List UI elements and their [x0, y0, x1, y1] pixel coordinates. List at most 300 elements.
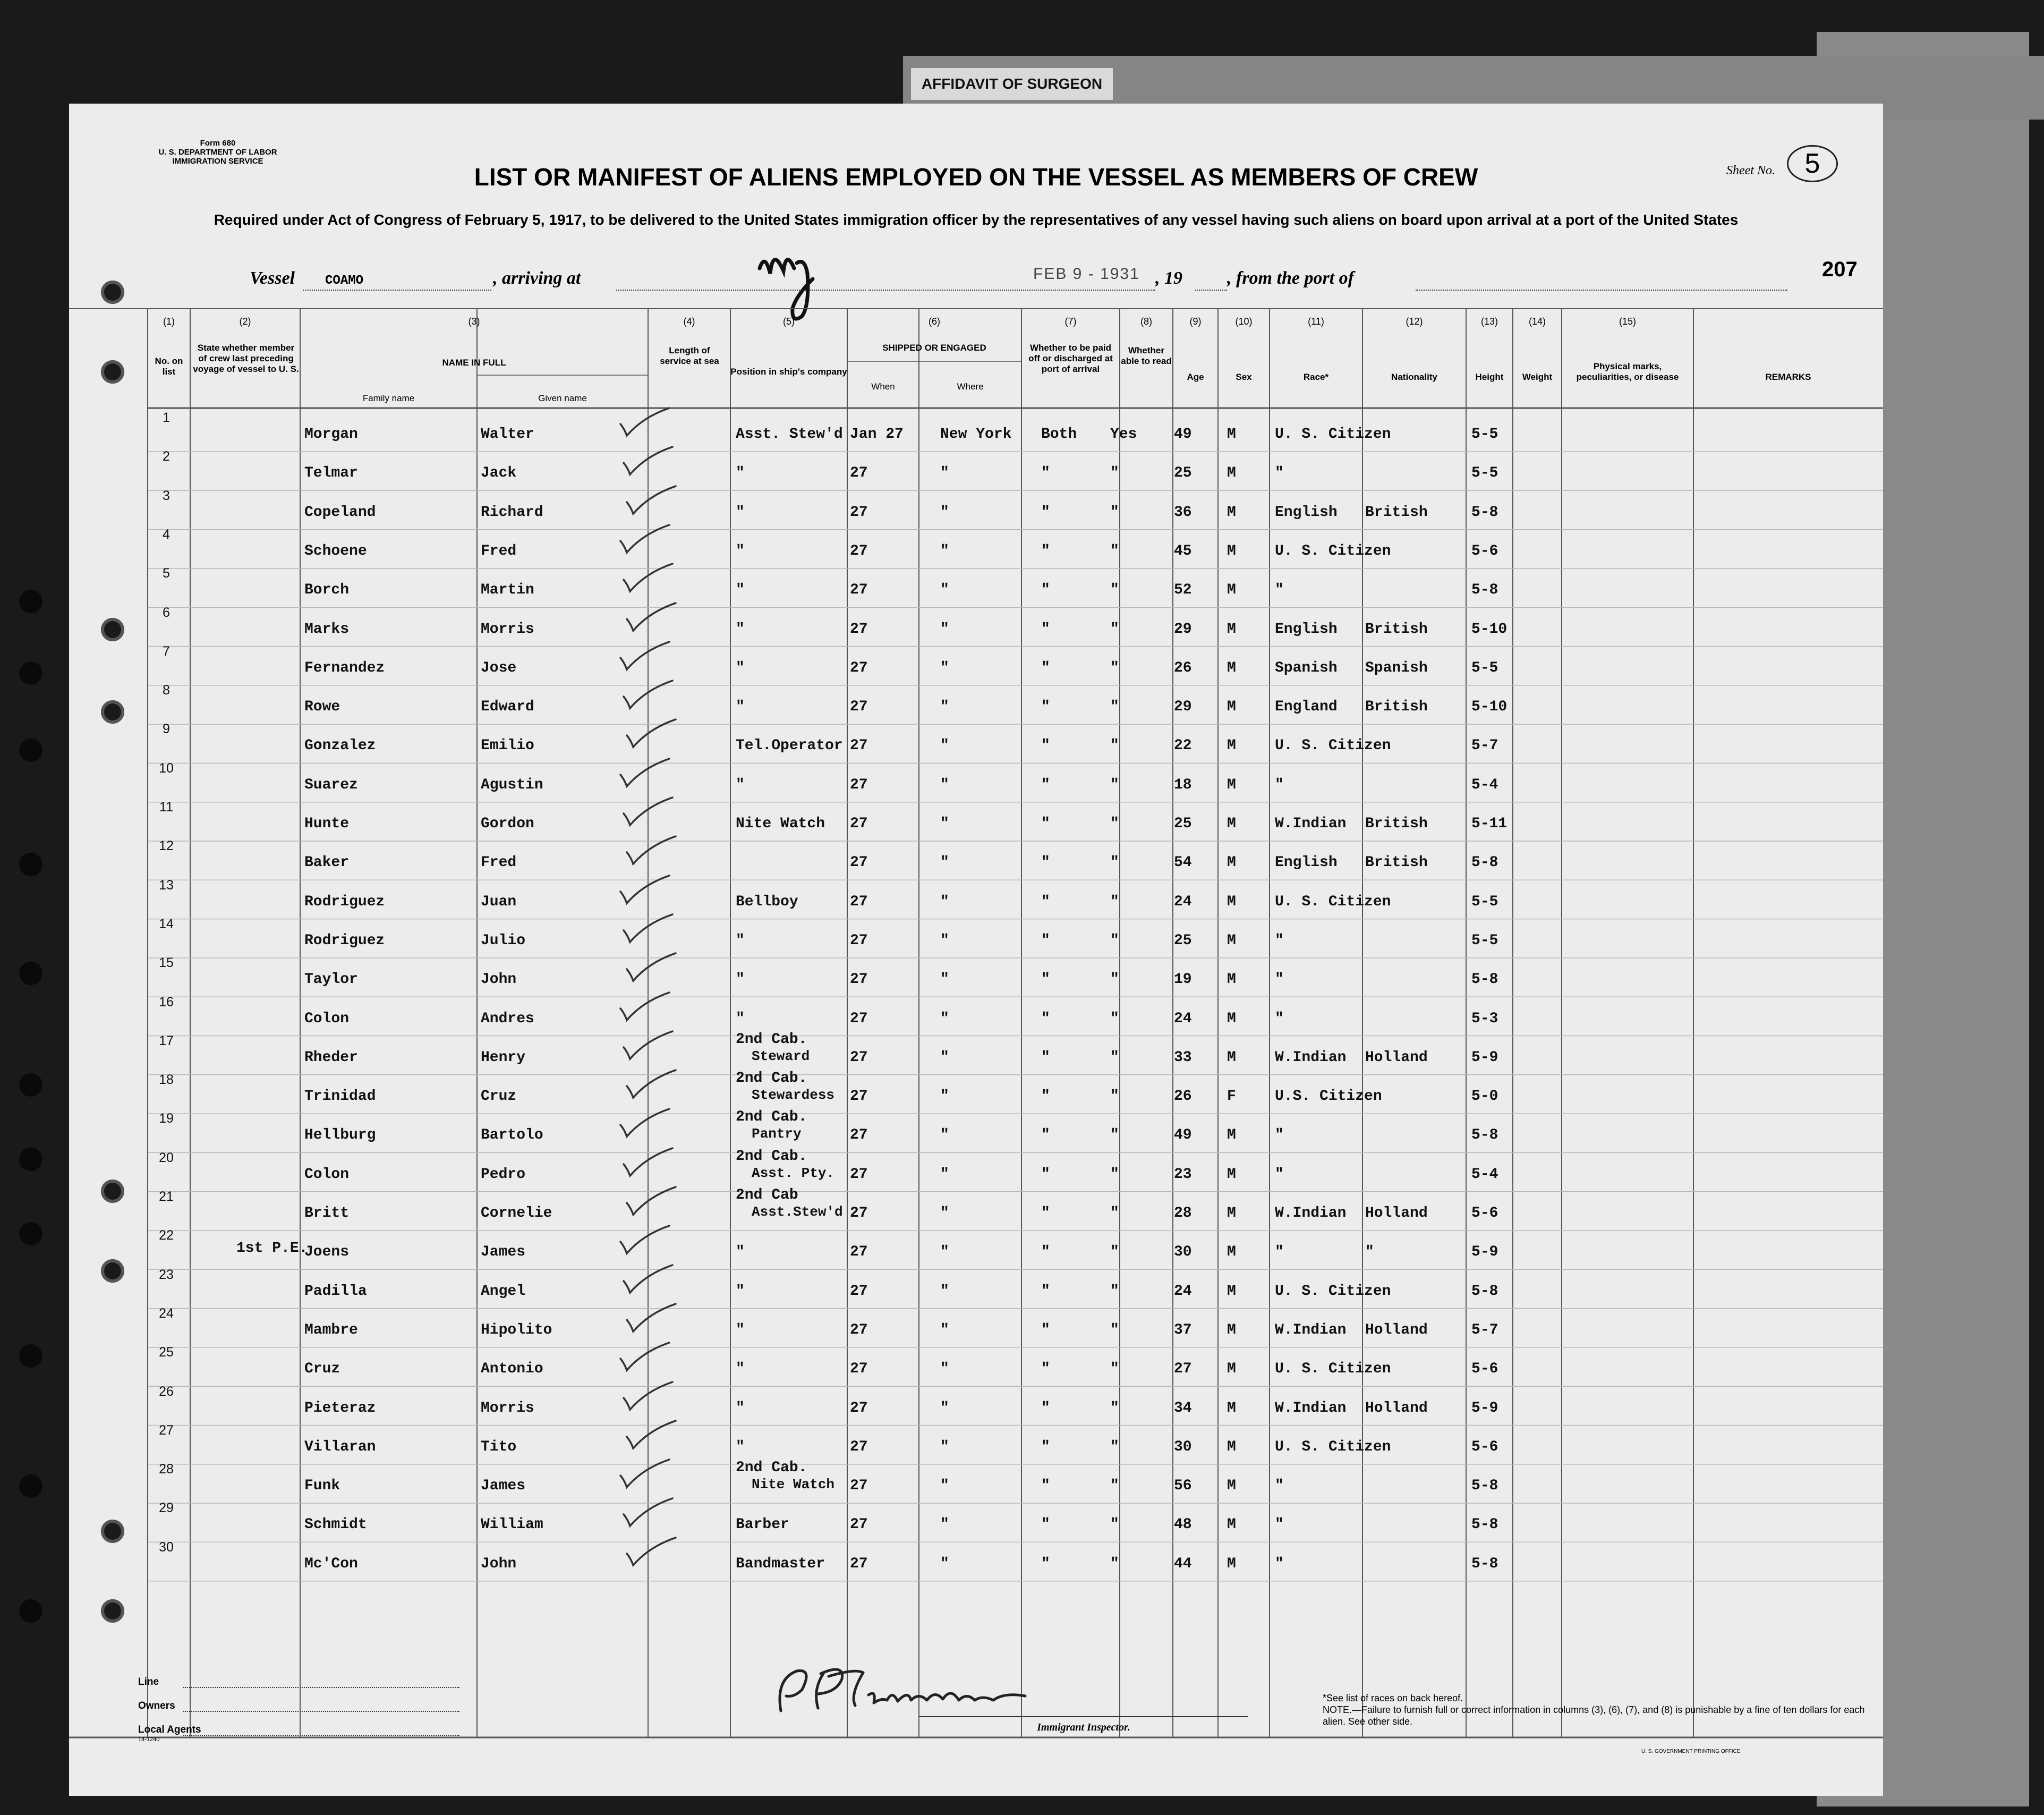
shipped-when-cell: 27: [850, 1088, 868, 1105]
footnote-races: *See list of races on back hereof.: [1323, 1693, 1463, 1703]
sex-cell: M: [1227, 893, 1236, 910]
family-name-cell: Taylor: [304, 971, 358, 988]
race-cell: W.Indian: [1275, 1205, 1347, 1222]
race-cell: U. S. Citizen: [1275, 893, 1391, 910]
shipped-where-cell: ": [940, 854, 949, 871]
shipped-where-cell: ": [940, 1283, 949, 1300]
crew-row: [69, 1148, 1716, 1199]
shipped-when-cell: 27: [850, 699, 868, 716]
sex-cell: M: [1227, 542, 1236, 559]
row-number: 3: [163, 488, 170, 503]
position-cell: ": [736, 1400, 745, 1417]
shipped-where-cell: ": [940, 1361, 949, 1378]
race-cell: ": [1275, 776, 1284, 793]
department: U. S. DEPARTMENT OF LABOR: [158, 148, 277, 157]
vessel-dots: [303, 290, 491, 291]
paid-off-cell: ": [1041, 621, 1050, 638]
position-cell: Nite Watch: [736, 816, 825, 832]
col-sex-num: (10): [1235, 316, 1253, 327]
position-cell: ": [736, 776, 745, 793]
height-cell: 5-6: [1471, 1205, 1498, 1222]
family-name-cell: Marks: [304, 621, 350, 638]
age-cell: 23: [1174, 1166, 1192, 1183]
binder-hole: [19, 739, 42, 762]
shipped-where-cell: ": [940, 816, 949, 832]
race-cell: W.Indian: [1275, 1321, 1347, 1338]
able-to-read-cell: ": [1110, 932, 1119, 949]
vessel-line: [250, 265, 1790, 295]
service-check-mark: [623, 1066, 681, 1103]
col-when-label: When: [871, 381, 895, 392]
age-cell: 37: [1174, 1321, 1192, 1338]
family-name-cell: Schmidt: [304, 1516, 367, 1533]
col-prev-num: (2): [239, 316, 251, 327]
family-name-cell: Pieteraz: [304, 1400, 376, 1417]
prev-voyage-cell: 1st P.E.: [236, 1240, 308, 1257]
col-age-label: Age: [1187, 372, 1204, 382]
able-to-read-cell: ": [1110, 854, 1119, 871]
row-number: 9: [163, 722, 170, 737]
service-check-mark: [623, 1183, 681, 1220]
able-to-read-cell: ": [1110, 1244, 1119, 1261]
given-name-cell: Julio: [481, 932, 526, 949]
able-to-read-cell: ": [1110, 1010, 1119, 1027]
able-to-read-cell: ": [1110, 1400, 1119, 1417]
line-label: Line: [138, 1676, 159, 1687]
shipped-when-cell: 27: [850, 893, 868, 910]
race-cell: ": [1275, 932, 1284, 949]
paid-off-cell: ": [1041, 1127, 1050, 1144]
service-check-mark: [616, 1105, 675, 1142]
footnotes: [1323, 1692, 1875, 1727]
col-name-label: NAME IN FULL: [442, 358, 506, 368]
binder-hole: [101, 1259, 124, 1283]
sex-cell: M: [1227, 971, 1236, 988]
nationality-cell: Holland: [1365, 1049, 1428, 1066]
age-cell: 48: [1174, 1516, 1192, 1533]
age-cell: 34: [1174, 1400, 1192, 1417]
family-name-cell: Cruz: [304, 1361, 340, 1378]
service-check-mark: [623, 949, 681, 986]
family-name-cell: Mambre: [304, 1321, 358, 1338]
race-cell: Spanish: [1275, 659, 1338, 676]
paid-off-cell: ": [1041, 1555, 1050, 1572]
family-name-cell: Colon: [304, 1010, 350, 1027]
col-sex-label: Sex: [1236, 372, 1252, 382]
service-check-mark: [616, 988, 675, 1025]
height-cell: 5-5: [1471, 426, 1498, 443]
able-to-read-cell: ": [1110, 1478, 1119, 1495]
race-cell: W.Indian: [1275, 816, 1347, 832]
row-number: 6: [163, 605, 170, 620]
row-number: 21: [159, 1189, 174, 1204]
sex-cell: M: [1227, 1361, 1236, 1378]
col-prev-label: State whether member of crew last preceding voyage of vessel to U. S.: [193, 343, 299, 374]
paid-off-cell: ": [1041, 542, 1050, 559]
position-cell: ": [736, 1361, 745, 1378]
col-remarks-label: REMARKS: [1765, 372, 1811, 382]
position-cell: ": [736, 1283, 745, 1300]
row-number: 27: [159, 1422, 174, 1438]
height-cell: 5-9: [1471, 1049, 1498, 1066]
age-cell: 29: [1174, 621, 1192, 638]
service-check-mark: [616, 1222, 675, 1259]
shipped-where-cell: ": [940, 1088, 949, 1105]
shipped-where-cell: ": [940, 699, 949, 716]
family-name-cell: Trinidad: [304, 1088, 376, 1105]
given-name-cell: Agustin: [481, 776, 543, 793]
row-number: 28: [159, 1462, 174, 1477]
race-cell: W.Indian: [1275, 1049, 1347, 1066]
shipped-when-cell: 27: [850, 971, 868, 988]
crew-row: [69, 410, 1716, 459]
given-name-cell: Richard: [481, 504, 543, 521]
paid-off-cell: ": [1041, 971, 1050, 988]
height-cell: 5-7: [1471, 1321, 1498, 1338]
sex-cell: M: [1227, 1010, 1236, 1027]
binder-hole: [19, 1474, 42, 1498]
height-cell: 5-10: [1471, 621, 1508, 638]
shipped-when-cell: 27: [850, 582, 868, 599]
col-paid-label: Whether to be paid off or discharged at port of arrival: [1028, 343, 1113, 374]
position-cell: 2nd Cab.: [736, 1031, 807, 1048]
row-number: 25: [159, 1345, 174, 1360]
service-check-mark: [616, 1338, 675, 1376]
sex-cell: M: [1227, 699, 1236, 716]
position-cell: ": [736, 932, 745, 949]
table-header: [148, 313, 1883, 414]
shipped-when-cell: 27: [850, 1516, 868, 1533]
crew-row: [69, 1187, 1716, 1237]
crew-row: [69, 760, 1716, 809]
family-name-cell: Fernandez: [304, 659, 385, 676]
binder-hole: [19, 1344, 42, 1368]
race-cell: U. S. Citizen: [1275, 426, 1391, 443]
given-name-cell: Hipolito: [481, 1321, 552, 1338]
height-cell: 5-8: [1471, 971, 1498, 988]
shipped-where-cell: ": [940, 582, 949, 599]
paid-off-cell: ": [1041, 699, 1050, 716]
crew-row: [69, 449, 1716, 497]
col-height-num: (13): [1480, 316, 1498, 327]
position-cell: Tel.Operator: [736, 737, 843, 754]
col-race-label: Race*: [1303, 372, 1329, 382]
able-to-read-cell: ": [1110, 893, 1119, 910]
shipped-where-cell: ": [940, 1244, 949, 1261]
family-name-cell: Morgan: [304, 426, 358, 443]
age-cell: 25: [1174, 816, 1192, 832]
age-cell: 28: [1174, 1205, 1192, 1222]
row-number: 23: [159, 1267, 174, 1282]
shipped-where-cell: ": [940, 542, 949, 559]
position-cell: ": [736, 1438, 745, 1455]
age-cell: 49: [1174, 1127, 1192, 1144]
race-cell: ": [1275, 1010, 1284, 1027]
sex-cell: M: [1227, 1438, 1236, 1455]
race-cell: W.Indian: [1275, 1400, 1347, 1417]
shipped-where-cell: ": [940, 621, 949, 638]
sex-cell: M: [1227, 504, 1236, 521]
height-cell: 5-4: [1471, 776, 1498, 793]
race-cell: English: [1275, 504, 1338, 521]
given-name-cell: Martin: [481, 582, 534, 599]
given-name-cell: Tito: [481, 1438, 517, 1455]
sex-cell: F: [1227, 1088, 1236, 1105]
row-number: 15: [159, 955, 174, 971]
binder-hole: [19, 590, 42, 613]
paid-off-cell: ": [1041, 1400, 1050, 1417]
inspector-signature: [749, 1647, 1227, 1727]
nationality-cell: British: [1365, 854, 1428, 871]
shipped-when-cell: 27: [850, 621, 868, 638]
binder-hole: [19, 661, 42, 685]
binder-hole: [19, 1599, 42, 1623]
able-to-read-cell: ": [1110, 465, 1119, 482]
age-cell: 26: [1174, 659, 1192, 676]
shipped-where-cell: ": [940, 1205, 949, 1222]
paid-off-cell: ": [1041, 932, 1050, 949]
height-cell: 5-5: [1471, 465, 1498, 482]
crew-row: [69, 566, 1716, 614]
able-to-read-cell: ": [1110, 1321, 1119, 1338]
crew-row: [69, 605, 1716, 654]
crew-row: [69, 1539, 1716, 1588]
paid-off-cell: ": [1041, 1283, 1050, 1300]
position-cell: ": [736, 582, 745, 599]
binder-hole: [101, 618, 124, 641]
service-check-mark: [619, 443, 678, 480]
agents-code: 14-1240: [138, 1736, 160, 1743]
family-name-cell: Padilla: [304, 1283, 367, 1300]
age-cell: 44: [1174, 1555, 1192, 1572]
age-cell: 19: [1174, 971, 1192, 988]
shipped-when-cell: 27: [850, 1400, 868, 1417]
family-name-cell: Gonzalez: [304, 737, 376, 754]
binder-hole: [19, 1073, 42, 1097]
age-cell: 52: [1174, 582, 1192, 599]
sex-cell: M: [1227, 737, 1236, 754]
crew-row: [69, 1109, 1716, 1159]
sex-cell: M: [1227, 816, 1236, 832]
crew-row: [69, 1460, 1716, 1510]
shipped-where-cell: ": [940, 1049, 949, 1066]
height-cell: 5-7: [1471, 737, 1498, 754]
paid-off-cell: ": [1041, 1321, 1050, 1338]
given-name-cell: Andres: [481, 1010, 534, 1027]
shipped-where-cell: ": [940, 465, 949, 482]
col-physical-num: (15): [1619, 316, 1636, 327]
height-cell: 5-8: [1471, 504, 1498, 521]
height-cell: 5-0: [1471, 1088, 1498, 1105]
row-number: 2: [163, 449, 170, 464]
crew-row: [69, 1422, 1716, 1471]
age-cell: 45: [1174, 542, 1192, 559]
crew-row: [69, 916, 1716, 965]
given-name-cell: Edward: [481, 699, 534, 716]
age-cell: 26: [1174, 1088, 1192, 1105]
shipped-where-cell: ": [940, 1010, 949, 1027]
service-check-mark: [623, 715, 681, 752]
height-cell: 5-8: [1471, 1478, 1498, 1495]
shipped-when-cell: 27: [850, 1283, 868, 1300]
shipped-when-cell: 27: [850, 1166, 868, 1183]
crew-row: [69, 838, 1716, 887]
form-subtitle: Required under Act of Congress of February 5, 1917, to be delivered to the United States immigration officer by the representatives of any vessel having such aliens on board upon arrival at a port of the United States: [214, 211, 1739, 228]
binder-hole: [101, 1180, 124, 1203]
position-cell: ": [736, 621, 745, 638]
family-name-cell: Rowe: [304, 699, 340, 716]
signature-line: [919, 1716, 1248, 1717]
age-cell: 33: [1174, 1049, 1192, 1066]
vessel-name: COAMO: [325, 274, 364, 288]
position-cell: ": [736, 504, 745, 521]
sex-cell: M: [1227, 426, 1236, 443]
service-check-mark: [619, 793, 678, 830]
family-name-cell: Suarez: [304, 776, 358, 793]
height-cell: 5-8: [1471, 1127, 1498, 1144]
owners-field: [183, 1711, 459, 1712]
col-position-label: Position in ship's company: [730, 367, 847, 377]
paid-off-cell: ": [1041, 1088, 1050, 1105]
service-check-mark: [619, 1144, 678, 1181]
nationality-cell: Spanish: [1365, 659, 1428, 676]
age-cell: 25: [1174, 465, 1192, 482]
given-name-cell: Morris: [481, 1400, 534, 1417]
shipped-where-cell: ": [940, 1166, 949, 1183]
service-check-mark: [623, 1417, 681, 1454]
family-name-cell: Rodriguez: [304, 893, 385, 910]
footnote-penalty: NOTE.—Failure to furnish full or correct information in columns (3), (6), (7), and (8) is punishable by a fine of ten dollars for each alien. See other side.: [1323, 1704, 1865, 1727]
service-check-mark: [619, 1261, 678, 1298]
row-number: 19: [159, 1111, 174, 1126]
crew-row: [69, 955, 1716, 1004]
sheet-number: [1657, 143, 1833, 181]
position-cell-line2: Asst. Pty.: [752, 1165, 835, 1181]
row-number: 22: [159, 1228, 174, 1243]
height-cell: 5-8: [1471, 854, 1498, 871]
paid-off-cell: ": [1041, 465, 1050, 482]
arriving-label: , arriving at: [493, 268, 581, 288]
height-cell: 5-11: [1471, 816, 1508, 832]
family-name-cell: Copeland: [304, 504, 376, 521]
crew-row: [69, 1228, 1716, 1276]
service-check-mark: [619, 910, 678, 947]
given-name-cell: Gordon: [481, 816, 534, 832]
row-number: 11: [159, 800, 173, 815]
year-dots: [1195, 290, 1227, 291]
shipped-when-cell: 27: [850, 1321, 868, 1338]
service-check-mark: [616, 521, 675, 558]
position-cell: 2nd Cab: [736, 1187, 798, 1203]
family-name-cell: Mc'Con: [304, 1555, 358, 1572]
col-physical-label: Physical marks, peculiarities, or disease: [1576, 361, 1679, 382]
shipped-when-cell: 27: [850, 1438, 868, 1455]
date-dots: [868, 290, 1155, 291]
given-name-cell: Cornelie: [481, 1205, 552, 1222]
row-number: 4: [163, 527, 170, 542]
row-number: 17: [159, 1033, 174, 1048]
form-number: Form 680: [200, 139, 236, 148]
row-number: 18: [159, 1072, 174, 1088]
crew-row: [69, 722, 1716, 770]
age-cell: 22: [1174, 737, 1192, 754]
position-cell: ": [736, 465, 745, 482]
shipped-when-cell: 27: [850, 1010, 868, 1027]
row-number: 14: [159, 916, 174, 931]
race-cell: ": [1275, 1127, 1284, 1144]
shipped-where-cell: ": [940, 1555, 949, 1572]
position-cell: ": [736, 542, 745, 559]
crew-row: [69, 1500, 1716, 1549]
col-length-label: Length of service at sea: [660, 345, 719, 366]
paid-off-cell: ": [1041, 1010, 1050, 1027]
agents-label: Local Agents: [138, 1724, 201, 1735]
paid-off-cell: ": [1041, 1205, 1050, 1222]
age-cell: 25: [1174, 932, 1192, 949]
race-cell: U. S. Citizen: [1275, 1361, 1391, 1378]
height-cell: 5-4: [1471, 1166, 1498, 1183]
given-name-cell: Juan: [481, 893, 517, 910]
paid-off-cell: ": [1041, 659, 1050, 676]
race-cell: ": [1275, 1555, 1284, 1572]
able-to-read-cell: ": [1110, 1516, 1119, 1533]
date-stamp: FEB 9 - 1931: [1033, 265, 1140, 283]
sex-cell: M: [1227, 932, 1236, 949]
given-name-cell: Cruz: [481, 1088, 517, 1105]
age-cell: 36: [1174, 504, 1192, 521]
paid-off-cell: ": [1041, 1166, 1050, 1183]
shipped-where-cell: ": [940, 893, 949, 910]
given-name-cell: James: [481, 1244, 526, 1261]
position-cell: ": [736, 1244, 745, 1261]
col-age-num: (9): [1189, 316, 1202, 327]
able-to-read-cell: ": [1110, 1166, 1119, 1183]
col-family-label: Family name: [362, 393, 415, 403]
height-cell: 5-5: [1471, 893, 1498, 910]
sex-cell: M: [1227, 582, 1236, 599]
race-cell: U. S. Citizen: [1275, 542, 1391, 559]
given-name-cell: Fred: [481, 542, 517, 559]
race-cell: ": [1275, 1166, 1284, 1183]
service: IMMIGRATION SERVICE: [172, 157, 263, 166]
row-number: 10: [159, 760, 174, 776]
service-check-mark: [616, 638, 675, 675]
age-cell: 27: [1174, 1361, 1192, 1378]
crew-row: [69, 800, 1716, 848]
shipped-where-cell: ": [940, 1321, 949, 1338]
position-cell: ": [736, 659, 745, 676]
sex-cell: M: [1227, 1283, 1236, 1300]
form-title: LIST OR MANIFEST OF ALIENS EMPLOYED ON THE VESSEL AS MEMBERS OF CREW: [474, 163, 1478, 191]
binder-hole: [19, 962, 42, 985]
shipped-when-cell: 27: [850, 1244, 868, 1261]
col-shipped-label: SHIPPED OR ENGAGED: [882, 343, 986, 353]
service-check-mark: [623, 1533, 681, 1571]
age-cell: 29: [1174, 699, 1192, 716]
printer-mark: U. S. GOVERNMENT PRINTING OFFICE: [1641, 1749, 1741, 1754]
paid-off-cell: Both: [1041, 426, 1077, 443]
race-cell: U. S. Citizen: [1275, 1283, 1391, 1300]
col-length-num: (4): [683, 316, 695, 327]
given-name-cell: Fred: [481, 854, 517, 871]
shipped-when-cell: 27: [850, 659, 868, 676]
sex-cell: M: [1227, 1166, 1236, 1183]
able-to-read-cell: ": [1110, 659, 1119, 676]
able-to-read-cell: ": [1110, 971, 1119, 988]
col-nationality-label: Nationality: [1391, 372, 1437, 382]
row-number: 1: [163, 410, 170, 425]
year-label: , 19: [1155, 268, 1182, 288]
